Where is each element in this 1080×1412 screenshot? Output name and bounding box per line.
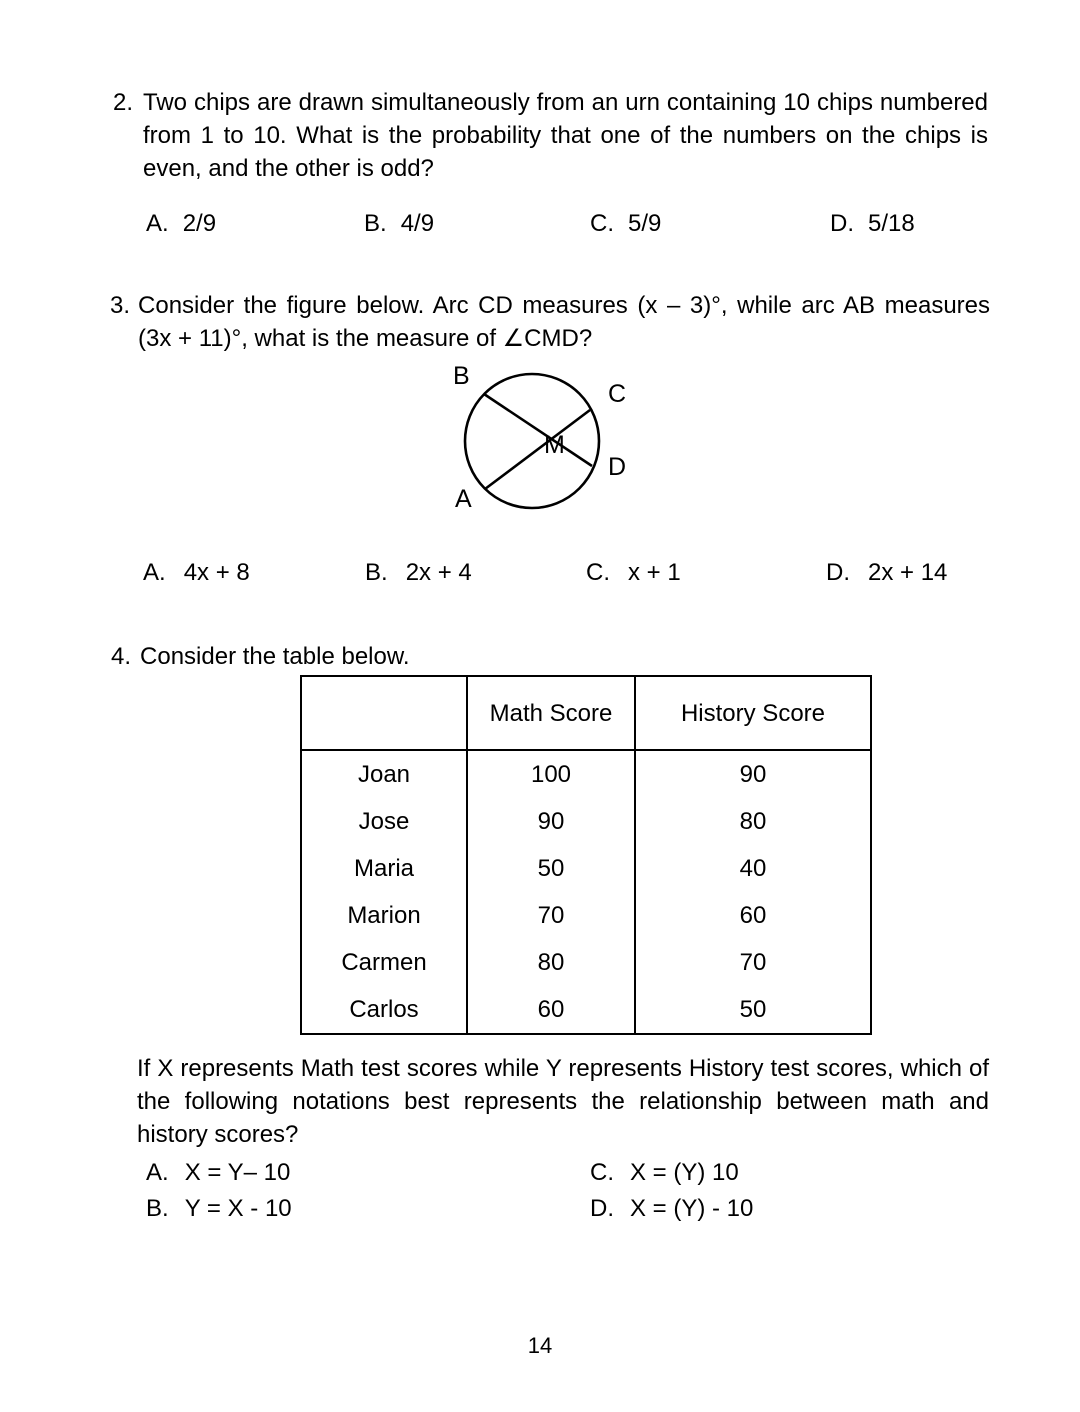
option-2-c-letter: C. (590, 210, 614, 237)
question-3-text: Consider the figure below. Arc CD measures (x – 3)°, while arc AB measures (3x + 11)°, what is the measure of ∠CMD? (138, 292, 990, 352)
option-4-c[interactable] (590, 1155, 739, 1191)
option-2-d[interactable] (830, 207, 915, 240)
question-2-number: 2. (113, 89, 134, 116)
label-m: M (544, 431, 565, 459)
option-2-d-text: 5/18 (868, 210, 915, 237)
option-4-a-letter: A. (146, 1159, 169, 1186)
scores-table (300, 675, 872, 1035)
option-3-a-text: 4x + 8 (183, 559, 250, 586)
option-2-a[interactable] (146, 207, 364, 240)
cell-math-score: 60 (467, 986, 635, 1034)
question-2-options (146, 207, 986, 240)
header-history-score: History Score (635, 676, 871, 750)
cell-history-score: 60 (635, 892, 871, 939)
question-4-followup: If X represents Math test scores while Y represents History test scores, which of the following notations best represents the relationship between math and history scores? (137, 1055, 989, 1148)
table-header-row (301, 676, 871, 750)
table-row (301, 986, 871, 1034)
label-a: A (455, 485, 472, 513)
option-4-b[interactable] (146, 1191, 590, 1227)
option-3-c-text: x + 1 (628, 559, 681, 586)
table-row (301, 750, 871, 798)
cell-history-score: 40 (635, 845, 871, 892)
question-4 (111, 640, 991, 673)
question-2-text: Two chips are drawn simultaneously from an urn containing 10 chips numbered from 1 to 10. What is the probability that one of the numbers on the chips is even, and the other is odd? (143, 89, 988, 182)
chord-ac (485, 410, 590, 489)
option-3-d[interactable] (826, 556, 947, 589)
cell-history-score: 80 (635, 798, 871, 845)
option-2-d-letter: D. (830, 210, 854, 237)
cell-history-score: 90 (635, 750, 871, 798)
circle-chord-figure (440, 362, 640, 517)
cell-student-name: Carmen (301, 939, 467, 986)
option-4-d[interactable] (590, 1191, 753, 1227)
header-math-score: Math Score (467, 676, 635, 750)
question-2 (113, 86, 988, 185)
question-4-options-row-2 (146, 1191, 986, 1227)
question-4-number: 4. (111, 643, 132, 670)
question-4-options-row-1 (146, 1155, 986, 1191)
option-3-b-letter: B. (365, 559, 388, 586)
option-2-c[interactable] (590, 207, 830, 240)
option-3-a-letter: A. (143, 559, 166, 586)
cell-student-name: Jose (301, 798, 467, 845)
option-3-b[interactable] (365, 556, 586, 589)
option-4-a[interactable] (146, 1155, 590, 1191)
chord-bd (484, 394, 592, 466)
option-2-b-text: 4/9 (400, 210, 435, 237)
question-4-options (146, 1155, 986, 1227)
option-4-c-letter: C. (590, 1159, 614, 1186)
option-4-c-text: X = (Y) 10 (630, 1159, 739, 1186)
cell-math-score: 70 (467, 892, 635, 939)
question-3-options (143, 556, 988, 589)
page-number: 14 (527, 1333, 553, 1358)
cell-math-score: 100 (467, 750, 635, 798)
table-row (301, 798, 871, 845)
option-3-d-text: 2x + 14 (868, 559, 948, 586)
option-2-c-text: 5/9 (628, 210, 662, 237)
table-row (301, 845, 871, 892)
cell-math-score: 80 (467, 939, 635, 986)
cell-math-score: 90 (467, 798, 635, 845)
option-2-b-letter: B. (364, 210, 387, 237)
cell-history-score: 70 (635, 939, 871, 986)
option-3-c[interactable] (586, 556, 826, 589)
table-row (301, 892, 871, 939)
header-blank (301, 676, 467, 750)
option-4-a-text: X = Y– 10 (184, 1159, 291, 1186)
option-4-d-letter: D. (590, 1195, 614, 1222)
question-4-text: Consider the table below. (140, 643, 410, 670)
option-2-a-letter: A. (146, 210, 169, 237)
option-4-b-text: Y = X - 10 (184, 1195, 292, 1222)
question-3 (110, 289, 990, 355)
cell-student-name: Marion (301, 892, 467, 939)
option-2-a-text: 2/9 (182, 210, 217, 237)
cell-math-score: 50 (467, 845, 635, 892)
option-4-d-text: X = (Y) - 10 (630, 1195, 754, 1222)
label-d: D (608, 453, 627, 481)
label-b: B (453, 362, 470, 390)
option-3-b-text: 2x + 4 (405, 559, 472, 586)
cell-student-name: Maria (301, 845, 467, 892)
option-3-a[interactable] (143, 556, 365, 589)
question-3-number: 3. (110, 292, 131, 319)
table-row (301, 939, 871, 986)
option-3-c-letter: C. (586, 559, 610, 586)
option-2-b[interactable] (364, 207, 590, 240)
cell-student-name: Carlos (301, 986, 467, 1034)
cell-student-name: Joan (301, 750, 467, 798)
label-c: C (608, 380, 627, 408)
option-3-d-letter: D. (826, 559, 850, 586)
cell-history-score: 50 (635, 986, 871, 1034)
option-4-b-letter: B. (146, 1195, 169, 1222)
